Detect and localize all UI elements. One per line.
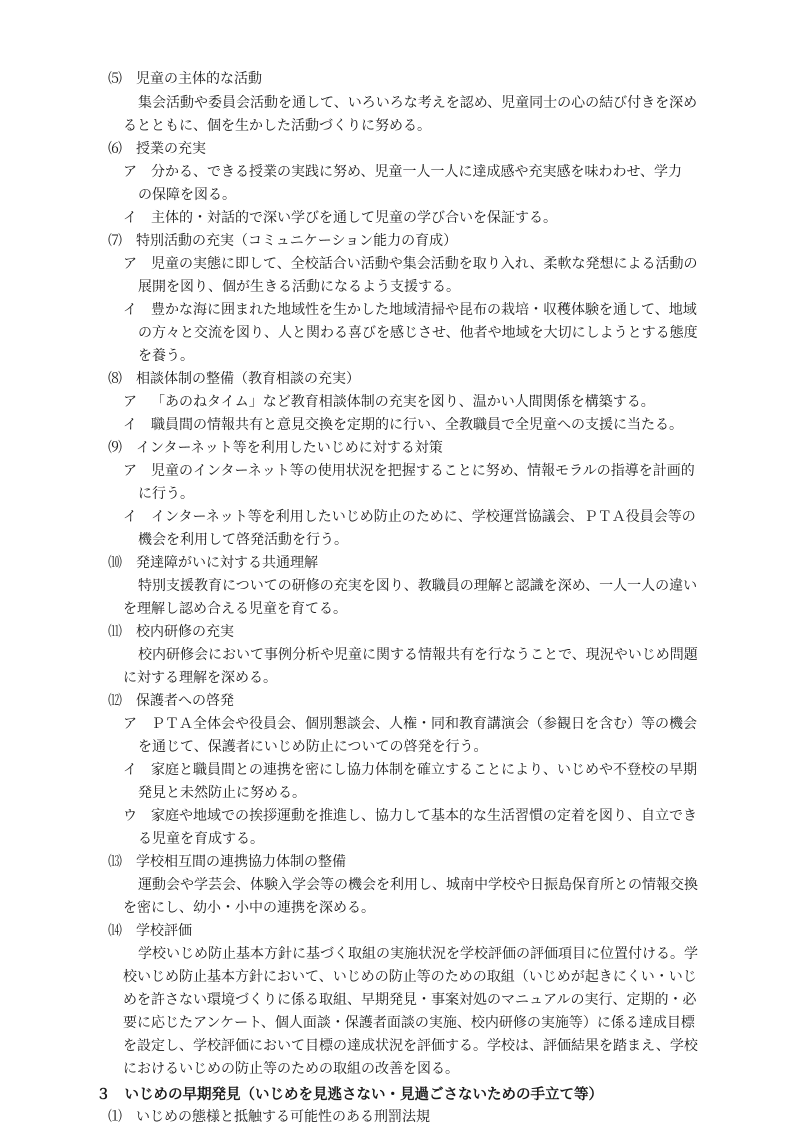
paragraph-line: 学校いじめ防止基本方針に基づく取組の実施状況を学校評価の評価項目に位置付ける。学 (138, 946, 698, 962)
sub-item-label: ウ (123, 808, 137, 824)
sub-item-line (123, 461, 695, 481)
paragraph-line: を密にし、幼小・小中の連携を深める。 (123, 900, 375, 916)
sub-item-label: イ (123, 210, 137, 226)
item-heading-text: 児童の主体的な活動 (136, 71, 262, 87)
sub-item-continuation: 機会を利用して啓発活動を行う。 (138, 532, 348, 548)
sub-item-text: 主体的・対話的で深い学びを通して児童の学び合いを保証する。 (151, 210, 557, 226)
paragraph-line: めを許さない環境づくりに係る取組、早期発見・事案対処のマニュアルの実行、定期的・必 (123, 992, 697, 1008)
section-title: いじめの早期発見（いじめを見逃さない・見過ごさないための手立て等） (124, 1086, 603, 1103)
paragraph-line: を設定し、学校評価において目標の達成状況を評価する。学校は、評価結果を踏まえ、学校 (123, 1038, 698, 1054)
sub-item-text: インターネット等を利用したいじめ防止のために、学校運営協議会、ＰＴＡ役員会等の (151, 509, 696, 525)
item-heading-text: 校内研修の充実 (136, 624, 234, 640)
sub-item-label: ア (123, 394, 137, 410)
paragraph-line: におけるいじめの防止等のための取組の改善を図る。 (123, 1061, 459, 1077)
sub-item-line (123, 760, 697, 780)
item-heading-text: 発達障がいに対する共通理解 (136, 555, 318, 571)
sub-item-label: イ (123, 509, 137, 525)
sub-item-line (123, 415, 683, 435)
sub-item-text: 分かる、できる授業の実践に努め、児童一人一人に達成感や充実感を味わわせ、学力 (151, 164, 683, 180)
sub-item-line (123, 714, 697, 734)
item-10-heading (108, 553, 318, 573)
sub-item-line (123, 806, 697, 826)
sub-item-label: ア (123, 463, 137, 479)
sub-item-continuation: を養う。 (138, 348, 194, 364)
item-number: ⑾ (108, 624, 122, 640)
item-8-heading (108, 369, 360, 389)
sub-item-continuation: に行う。 (138, 486, 194, 502)
item-7-heading (108, 231, 457, 251)
sub-item-continuation: 発見と未然防止に努める。 (138, 785, 306, 801)
item-heading-text: 授業の充実 (136, 141, 206, 157)
sub-item-line (123, 254, 698, 274)
paragraph-line: るとともに、個を生かした活動づくりに努める。 (123, 118, 431, 134)
item-13-heading (108, 852, 346, 872)
item-6-heading (108, 139, 206, 159)
item-9-heading (108, 438, 443, 458)
section-3-heading (96, 1085, 603, 1105)
paragraph-line: 校内研修会において事例分析や児童に関する情報共有を行なうことで、現況やいじめ問題 (138, 647, 698, 663)
item-heading-text: 学校相互間の連携協力体制の整備 (136, 854, 346, 870)
sub-item-continuation: を通じて、保護者にいじめ防止についての啓発を行う。 (138, 739, 488, 755)
paragraph-line: 要に応じたアンケート、個人面談・保護者面談の実施、校内研修の実施等）に係る達成目標 (123, 1015, 695, 1031)
sub-item-line (123, 507, 696, 527)
item-heading-text: 保護者への啓発 (136, 693, 234, 709)
sub-item-continuation: る児童を育成する。 (138, 831, 264, 847)
item-heading-text: 特別活動の充実（コミュニケーション能力の育成） (136, 233, 458, 249)
item-12-heading (108, 691, 234, 711)
item-number: ⒁ (108, 923, 122, 939)
item-heading-text: 相談体制の整備（教育相談の充実） (136, 371, 360, 387)
sub-item-continuation: の保障を図る。 (138, 187, 236, 203)
sub-item-line (123, 392, 655, 412)
item-number: ⑻ (108, 371, 122, 387)
item-number: ⑹ (108, 141, 122, 157)
sub-item-continuation: の方々と交流を図り、人と関わる喜びを感じさせ、他者や地域を大切にしようとする態度 (138, 325, 698, 341)
item-number: ⑽ (108, 555, 122, 571)
sub-item-label: イ (123, 762, 137, 778)
item-number: ⑼ (108, 440, 122, 456)
paragraph-line: 校いじめ防止基本方針において、いじめの防止等のための取組（いじめが起きにくい・いじ (123, 969, 697, 985)
sub-item-line (123, 208, 557, 228)
paragraph-line: を理解し認め合える児童を育てる。 (123, 601, 347, 617)
item-heading-text: いじめの態様と抵触する可能性のある刑罰法規 (136, 1109, 430, 1125)
item-14-heading (108, 921, 192, 941)
item-number: ⑺ (108, 233, 122, 249)
sub-item-text: 豊かな海に囲まれた地域性を生かした地域清掃や昆布の栽培・収穫体験を通して、地域 (151, 302, 697, 318)
item-11-heading (108, 622, 234, 642)
item-5-heading (108, 69, 262, 89)
sub-item-label: ア (123, 164, 137, 180)
sub-item-text: 家庭や地域での挨拶運動を推進し、協力して基本的な生活習慣の定着を図り、自立でき (151, 808, 697, 824)
paragraph-line: に対する理解を深める。 (123, 670, 277, 686)
sub-item-label: イ (123, 302, 137, 318)
sub-item-text: 児童のインターネット等の使用状況を把握することに努め、情報モラルの指導を計画的 (151, 463, 695, 479)
sub-item-label: ア (123, 256, 137, 272)
item-number: ⑸ (108, 71, 122, 87)
paragraph-line: 集会活動や委員会活動を通して、いろいろな考えを認め、児童同士の心の結び付きを深め (138, 95, 698, 111)
sub-item-label: イ (123, 417, 137, 433)
paragraph-line: 特別支援教育についての研修の充実を図り、教職員の理解と認識を深め、一人一人の違い (138, 578, 698, 594)
section-number: ３ (96, 1086, 111, 1103)
sub-item-text: 児童の実態に即して、全校話合い活動や集会活動を取り入れ、柔軟な発想による活動の (151, 256, 698, 272)
paragraph-line: 運動会や学芸会、体験入学会等の機会を利用し、城南中学校や日振島保育所との情報交換 (138, 877, 698, 893)
sub-item-line (123, 162, 682, 182)
item-number: ⑿ (108, 693, 122, 709)
item-number: ⑴ (108, 1109, 122, 1125)
item-heading-text: インターネット等を利用したいじめに対する対策 (136, 440, 443, 456)
sub-item-label: ア (123, 716, 137, 732)
sub-item-continuation: 展開を図り、個が生きる活動になるよう支援する。 (138, 279, 460, 295)
sub-item-text: ＰＴＡ全体会や役員会、個別懇談会、人権・同和教育講演会（参観日を含む）等の機会 (151, 716, 697, 732)
item-number: ⒀ (108, 854, 122, 870)
sub-item-line (123, 300, 697, 320)
sub-item-text: 「あのねタイム」など教育相談体制の充実を図り、温かい人間関係を構築する。 (151, 394, 655, 410)
item-1-heading (108, 1107, 430, 1127)
item-heading-text: 学校評価 (136, 923, 192, 939)
sub-item-text: 職員間の情報共有と意見交換を定期的に行い、全教職員で全児童への支援に当たる。 (151, 417, 683, 433)
sub-item-text: 家庭と職員間との連携を密にし協力体制を確立することにより、いじめや不登校の早期 (151, 762, 697, 778)
